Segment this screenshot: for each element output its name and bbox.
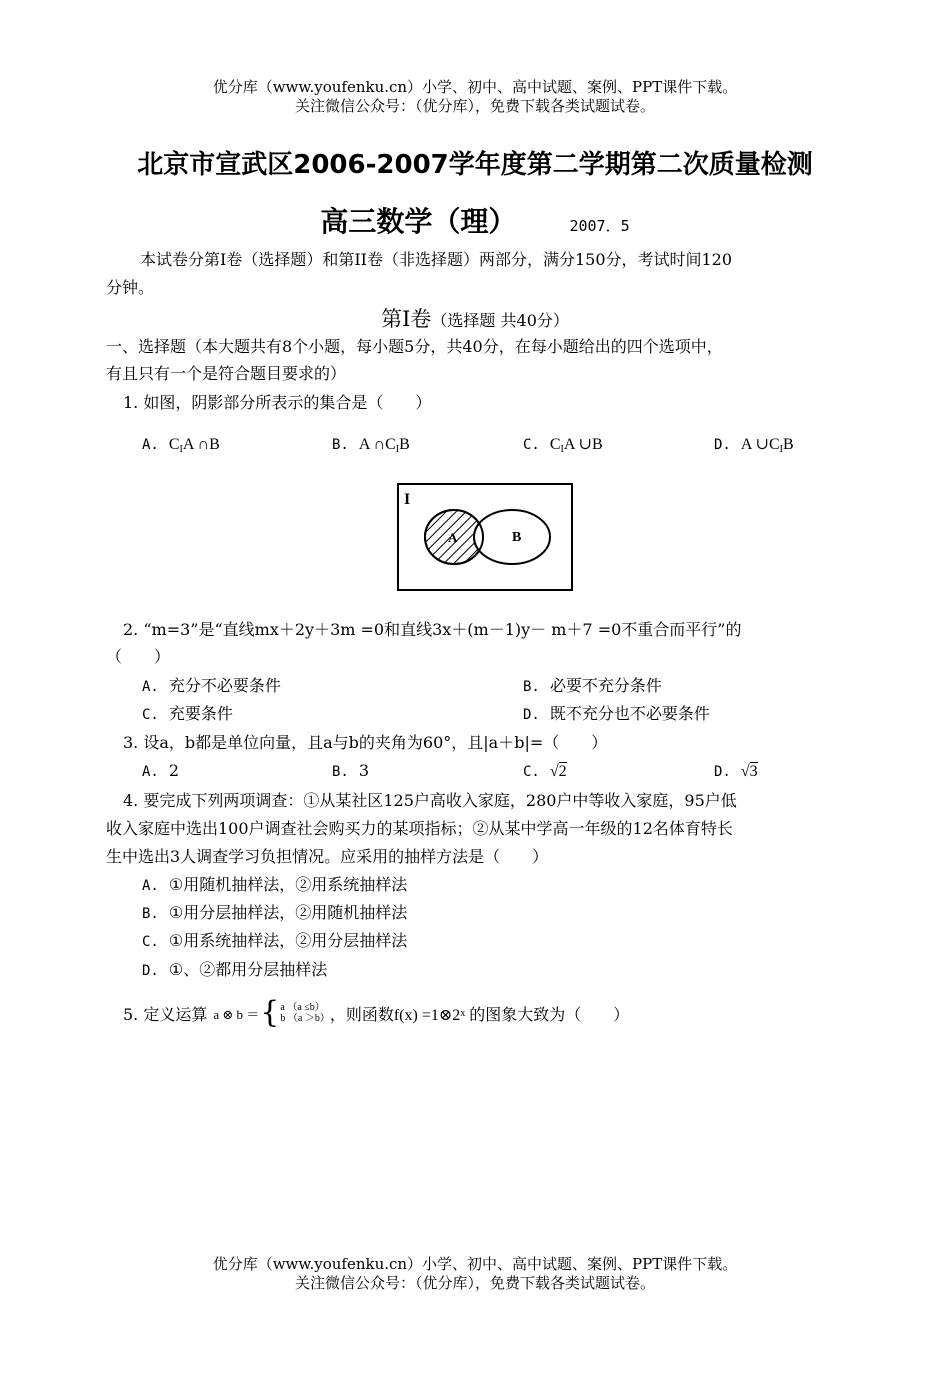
venn-diagram <box>396 482 576 594</box>
q2-stem-line-2: （ ） <box>106 647 171 666</box>
q1-option-d <box>714 430 794 464</box>
q2-stem-line-1: 2. “m=3”是“直线mx＋2y＋3m =0和直线3x＋(m－1)y－ m＋7 =0不重合而平行”的 <box>123 620 742 639</box>
venn-universe-label: I <box>404 491 411 508</box>
q2-option-b-letter: B. <box>523 679 540 695</box>
q2-option-c-letter: C. <box>142 707 159 723</box>
q4-option-c-letter: C. <box>142 934 159 950</box>
q2-option-d-letter: D. <box>523 707 540 723</box>
q5-brace: { <box>260 995 280 1030</box>
q3-option-a <box>142 757 179 786</box>
q1-option-a-post: A ∩B <box>182 436 220 453</box>
q1-option-c-pre: C <box>549 436 561 453</box>
q4-line-2: 收入家庭中选出100户调查社会购买力的某项指标；②从某中学高一年级的12名体育特长 <box>106 819 733 838</box>
q1-stem: 1. 如图，阴影部分所表示的集合是（ ） <box>123 393 432 412</box>
q3-option-a-letter: A. <box>142 764 159 780</box>
page-title: 北京市宣武区2006-2007学年度第二学期第二次质量检测 <box>137 150 813 180</box>
q1-option-a-letter: A. <box>142 437 159 453</box>
q1-option-c-letter: C. <box>523 437 540 453</box>
header-line-2: 关注微信公众号：（优分库），免费下载各类试题试卷。 <box>294 97 655 115</box>
q1-option-b-pre: A ∩C <box>358 436 396 453</box>
intro-line-1: 本试卷分第I卷（选择题）和第II卷（非选择题）两部分，满分150分，考试时间120 <box>140 250 733 269</box>
part1-note: （选择题 共40分） <box>431 311 569 330</box>
section1-line-1: 一、选择题（本大题共有8个小题，每小题5分，共40分，在每小题给出的四个选项中， <box>106 337 723 356</box>
header-line-1: 优分库（www.youfenku.cn）小学、初中、高中试题、案例、PPT课件下载。 <box>212 78 738 96</box>
q1-option-a-pre: C <box>168 436 180 453</box>
q2-option-d-text: 既不充分也不必要条件 <box>549 704 710 723</box>
q2-option-a-letter: A. <box>142 679 159 695</box>
exam-date: 2007．5 <box>569 217 630 235</box>
footer-line-2: 关注微信公众号：（优分库），免费下载各类试题试卷。 <box>294 1274 655 1292</box>
q4-option-b-text: ①用分层抽样法，②用随机抽样法 <box>168 903 408 922</box>
q5-suffix: ，则函数f(x) =1⊗2 <box>329 1006 461 1024</box>
q2-option-b <box>523 672 662 701</box>
q5-prefix: 5. 定义运算 <box>123 1004 208 1024</box>
q1-option-d-post: B <box>782 436 794 453</box>
q3-option-c: C. √2 <box>523 763 567 780</box>
q1-option-d-letter: D. <box>714 437 731 453</box>
q4-option-c-text: ①用系统抽样法，②用分层抽样法 <box>168 931 408 950</box>
q4-option-b-letter: B. <box>142 906 159 922</box>
q3-option-a-text: 2 <box>168 761 180 780</box>
q2-option-c-text: 充要条件 <box>168 704 233 723</box>
q4-line-3: 生中选出3人调查学习负担情况。应采用的抽样方法是（ ） <box>106 847 549 866</box>
q1-option-d-pre: A ∪C <box>740 436 780 453</box>
q5-cases <box>280 1002 329 1024</box>
q4-option-b <box>142 899 407 928</box>
section1-line-2: 有且只有一个是符合题目要求的） <box>106 364 347 383</box>
q4-option-a-letter: A. <box>142 878 159 894</box>
q1-option-b-letter: B. <box>332 437 349 453</box>
q1-option-a <box>142 430 220 464</box>
q1-option-c-sub: I <box>560 444 564 455</box>
q4-line-1: 4. 要完成下列两项调查：①从某社区125户高收入家庭，280户中等收入家庭，95户低 <box>123 791 737 810</box>
q5-row <box>123 996 629 1030</box>
part1-heading-row <box>0 303 950 333</box>
q1-option-c <box>523 430 603 464</box>
intro-line-2: 分钟。 <box>106 278 155 297</box>
q1-option-c-post: A ∪B <box>563 436 603 453</box>
q2-option-a-text: 充分不必要条件 <box>168 676 281 695</box>
part1-heading: 第I卷 <box>381 307 432 331</box>
q1-option-b <box>332 430 410 464</box>
q3-option-c-letter: C. <box>523 764 540 780</box>
q5-op-lhs: a ⊗ b ＝ <box>213 1006 260 1022</box>
q4-option-a <box>142 871 407 900</box>
q5-sup: x <box>460 1007 466 1019</box>
q2-option-d <box>523 700 710 729</box>
q2-option-c <box>142 700 233 729</box>
subtitle: 高三数学（理） <box>320 205 517 238</box>
q3-option-b <box>332 757 369 786</box>
q3-stem: 3. 设a，b都是单位向量，且a与b的夹角为60°，且|a＋b|=（ ） <box>123 733 608 752</box>
q4-option-c <box>142 927 407 956</box>
subtitle-row <box>0 200 950 240</box>
q1-option-a-sub: I <box>179 444 183 455</box>
venn-label-a: A <box>448 530 458 545</box>
q4-option-a-text: ①用随机抽样法，②用系统抽样法 <box>168 875 408 894</box>
q3-option-b-letter: B. <box>332 764 349 780</box>
q2-option-a <box>142 672 281 701</box>
q3-option-d-text: 3 <box>749 763 758 780</box>
q3-option-c-text: 2 <box>558 763 567 780</box>
footer-line-1: 优分库（www.youfenku.cn）小学、初中、高中试题、案例、PPT课件下载。 <box>212 1255 738 1273</box>
q3-option-d-letter: D. <box>714 764 731 780</box>
q4-option-d-letter: D. <box>142 963 159 979</box>
q2-option-b-text: 必要不充分条件 <box>549 676 662 695</box>
q5-case-2: b （a ＞b） <box>280 1013 330 1024</box>
q1-option-d-sub: I <box>779 444 783 455</box>
q5-tail: 的图象大致为（ ） <box>469 1004 630 1024</box>
q4-option-d-text: ①、②都用分层抽样法 <box>168 960 328 979</box>
q3-option-d: D. √3 <box>714 763 758 780</box>
q1-option-b-sub: I <box>395 444 400 455</box>
q5-case-1: a （a ≤b） <box>280 1002 325 1013</box>
venn-label-b: B <box>512 530 522 545</box>
q1-option-b-post: B <box>399 436 410 453</box>
q3-option-b-text: 3 <box>358 761 370 780</box>
q4-option-d <box>142 956 327 985</box>
